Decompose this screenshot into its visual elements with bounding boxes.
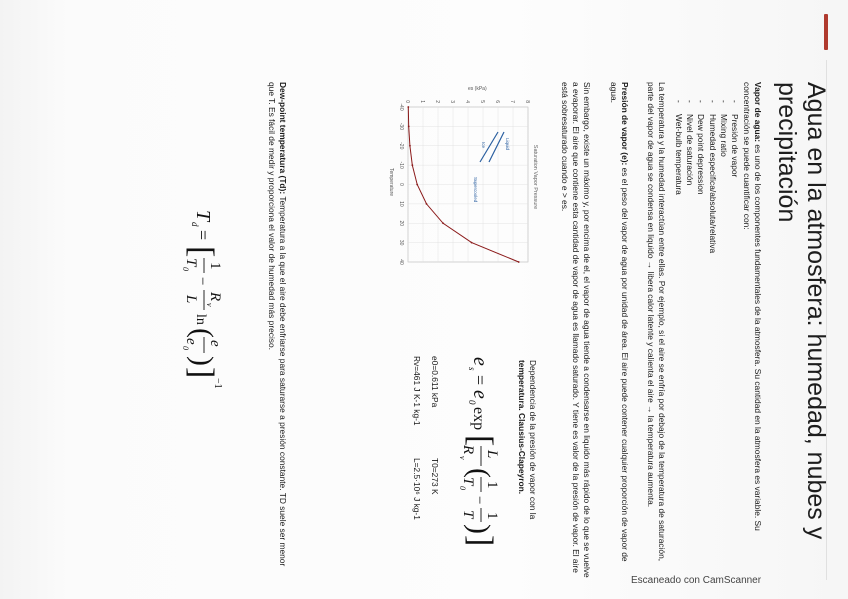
saturation-paragraph: Sin embargo, existe un máximo y, por encima de el, el vapor de agua tiende a condensarse en liquido más rápido de lo que se vuelve a evaporar. El aire que contiene esta cantidad de vapor de agua es llamado saturado. Y tiene es valor de la presión de vapor. El aire está sobresaturado cuando e > es. [560, 82, 592, 578]
svg-text:1: 1 [484, 512, 500, 520]
svg-text:[: [ [183, 246, 220, 258]
svg-text:T: T [192, 210, 214, 222]
clausius-equation [448, 357, 510, 557]
dewpoint-label: Dew-point temperatura (Td): [278, 82, 288, 195]
clausius-clapeyron-paragraph [516, 360, 538, 550]
svg-text:1: 1 [484, 481, 500, 489]
chart-grid [408, 107, 528, 262]
y-axis-label: es (kPa) [468, 86, 487, 92]
svg-text:L: L [183, 295, 199, 304]
svg-text:T: T [460, 477, 476, 486]
svg-text:e: e [183, 338, 199, 345]
x-tick-label: 0 [398, 183, 404, 186]
svg-text:): ) [186, 356, 219, 366]
y-tick-label: 1 [419, 100, 425, 103]
x-tick-label: -40 [398, 103, 404, 111]
svg-text:T: T [460, 510, 476, 519]
list-item: - Humedad especifica/absoluta/relativa [706, 100, 717, 400]
svg-text:=: = [470, 375, 490, 386]
svg-text:e: e [469, 390, 491, 399]
svg-text:d: d [190, 222, 200, 227]
x-tick-label: 40 [398, 259, 404, 265]
dewpoint-paragraph [266, 82, 288, 582]
x-tick-label: 20 [398, 220, 404, 227]
intro-label: Vapor de agua: [753, 82, 763, 143]
list-item: - Presión de vapor [729, 100, 740, 400]
svg-text:(: ( [186, 328, 219, 338]
y-tick-label: 4 [464, 100, 470, 103]
scanner-watermark: Escaneado con CamScanner [631, 575, 762, 586]
y-tick-label: 7 [509, 100, 515, 103]
intro-text: es uno de los componentes fundamentales de la atmosfera. Su cantidad en la atmosfera es variable. Su concentración se puede cuantificar con: [742, 82, 763, 531]
dewpoint-equation [171, 210, 233, 410]
list-item: - Nivel de saturación [684, 100, 695, 400]
x-tick-label: -20 [398, 142, 404, 150]
y-tick-label: 6 [494, 100, 500, 103]
svg-text:0: 0 [458, 486, 467, 490]
page-title: Agua en la atmosfera: humedad, nubes y precipitación [773, 82, 830, 540]
svg-text:R: R [207, 292, 223, 302]
intro-paragraph [741, 82, 763, 582]
interaction-paragraph: La temperatura y la humedad interactúan entre ellas. Por ejemplo, si el aire se enfría por debajo de la temperatura de saturación, parte del vapor de agua se condensa en liquido → libera calor latente y calienta el aire → la temperatura aumenta. [646, 82, 667, 562]
chart-ticks [398, 100, 530, 265]
svg-text:(: ( [463, 468, 496, 478]
annotation-ice: Ice [481, 142, 486, 149]
svg-text:−: − [194, 277, 210, 286]
svg-text:1: 1 [207, 262, 223, 270]
y-tick-label: 8 [524, 100, 530, 103]
svg-text:]: ] [462, 535, 499, 547]
svg-text:exp: exp [470, 407, 487, 431]
list-item: - Wet-bulb temperatura [673, 100, 684, 400]
vapor-pressure-paragraph [608, 82, 630, 582]
chart-title: Saturation Vapor Pressure [532, 144, 538, 210]
svg-text:0: 0 [467, 400, 477, 405]
svg-text:−1: −1 [212, 378, 223, 389]
svg-text:]: ] [183, 367, 220, 379]
x-tick-label: 30 [398, 239, 404, 246]
clausius-text: Dependencia de la presión de vapor con la [528, 360, 538, 520]
constant-e0: e0=0.611 kPa [430, 356, 440, 408]
constant-l: L=2.5·10⁶ J kg-1 [412, 458, 422, 520]
y-tick-label: 2 [434, 100, 440, 103]
svg-text:ln: ln [193, 314, 208, 325]
svg-text:v: v [458, 456, 467, 460]
x-tick-label: -10 [398, 161, 404, 169]
constant-t0: T0=273 K [430, 458, 440, 495]
svg-text:R: R [460, 445, 476, 455]
svg-text:): ) [463, 524, 496, 534]
svg-text:−: − [471, 496, 487, 505]
dewpoint-text: Temperatura a la que el aire debe enfriarse para saturarse a presión constante. TD suele ser menor que T. Es fácil de medir y proporciona el valor de humedad más preciso. [267, 82, 288, 567]
annotation-supercooled: Supercooled [473, 177, 478, 203]
annotation-liquid: Liquid [505, 138, 510, 151]
constant-rv: Rv=461 J K-1 kg-1 [412, 356, 422, 426]
svg-text:e: e [207, 340, 223, 347]
y-tick-label: 3 [449, 100, 455, 103]
svg-text:0: 0 [181, 346, 190, 350]
y-tick-label: 5 [479, 100, 485, 103]
list-item: - Mixing ratio [718, 100, 729, 400]
svg-text:L: L [484, 450, 500, 459]
svg-text:0: 0 [181, 267, 190, 271]
saturation-chart [384, 82, 544, 272]
svg-text:[: [ [462, 435, 499, 447]
y-tick-label: 0 [404, 100, 410, 103]
vapor-pressure-text: es el peso del vapor de agua por unidad de área. El aire puede contener cualquier proporción de vapor de agua. [609, 82, 630, 562]
vapor-pressure-label: Presión de vapor (e): [620, 82, 630, 166]
svg-text:s: s [467, 367, 477, 371]
inset-liquid-line [489, 132, 504, 162]
clausius-label: temperatura. Clausius-Clapeyron. [517, 360, 527, 495]
svg-text:v: v [205, 303, 214, 307]
svg-text:T: T [183, 258, 199, 267]
x-tick-label: 10 [398, 201, 404, 207]
svg-text:e: e [469, 357, 491, 366]
svg-text:=: = [193, 230, 213, 241]
x-tick-label: -30 [398, 122, 404, 130]
x-axis-label: Temperature [388, 167, 394, 197]
humidity-measures-list [673, 100, 740, 400]
list-item: - Dew point depression [695, 100, 706, 400]
